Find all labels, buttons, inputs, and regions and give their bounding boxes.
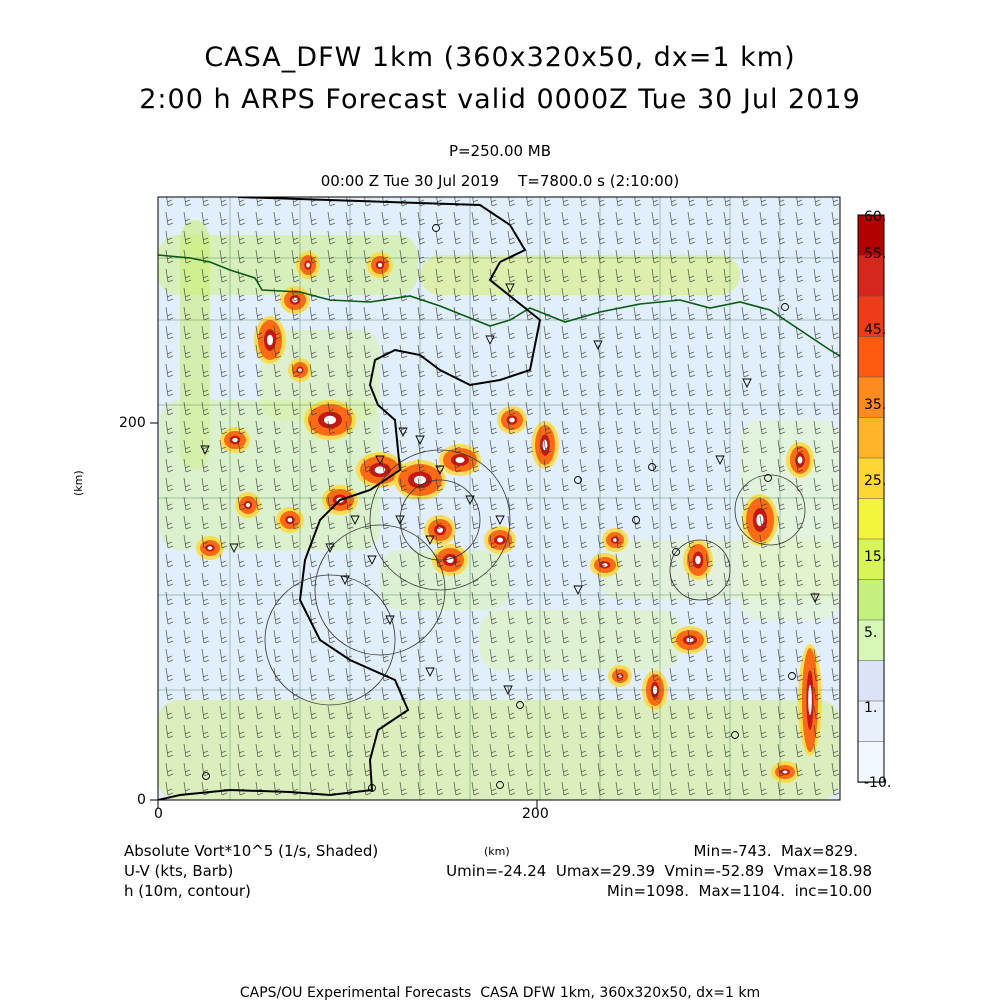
colorbar-label-55: 55. (864, 246, 887, 262)
plot-area (158, 197, 840, 800)
x-tick-0: 0 (154, 806, 163, 822)
wind-label: U-V (kts, Barb) (124, 862, 234, 880)
colorbar-label-neg10: -10. (864, 775, 892, 791)
y-axis-unit: (km) (72, 470, 85, 496)
colorbar-label-35: 35. (864, 397, 887, 413)
figure-title-line1: CASA_DFW 1km (360x320x50, dx=1 km) (204, 42, 796, 73)
colorbar-swatch (858, 661, 884, 702)
colorbar-label-1: 1. (864, 700, 878, 716)
colorbar-label-25: 25. (864, 473, 887, 489)
colorbar-swatch (858, 499, 884, 540)
vorticity-stats: Min=-743. Max=829. (693, 842, 858, 860)
vorticity-label: Absolute Vort*10^5 (1/s, Shaded) (124, 842, 379, 860)
valid-time: 00:00 Z Tue 30 Jul 2019 T=7800.0 s (2:10:00) (320, 172, 680, 190)
height-label: h (10m, contour) (124, 882, 251, 900)
wind-stats: Umin=-24.24 Umax=29.39 Vmin=-52.89 Vmax=18.98 (446, 862, 872, 880)
colorbar-label-15: 15. (864, 549, 887, 565)
colorbar-swatch (858, 418, 884, 459)
pressure-level: P=250.00 MB (448, 142, 552, 160)
figure-title-line2: 2:00 h ARPS Forecast valid 0000Z Tue 30 Jul 2019 (139, 84, 861, 115)
x-tick-200: 200 (522, 806, 549, 822)
colorbar-swatch (858, 337, 884, 378)
colorbar (858, 215, 887, 783)
x-axis-unit: (km) (484, 845, 510, 858)
footer-credit: CAPS/OU Experimental Forecasts CASA DFW 1km, 360x320x50, dx=1 km (239, 985, 761, 1001)
colorbar-label-60: 60. (864, 209, 887, 225)
y-tick-200: 200 (119, 415, 146, 431)
colorbar-label-5: 5. (864, 625, 878, 641)
height-stats: Min=1098. Max=1104. inc=10.00 (606, 882, 872, 900)
y-tick-0: 0 (137, 792, 146, 808)
colorbar-label-45: 45. (864, 322, 887, 338)
colorbar-swatch (858, 580, 884, 621)
